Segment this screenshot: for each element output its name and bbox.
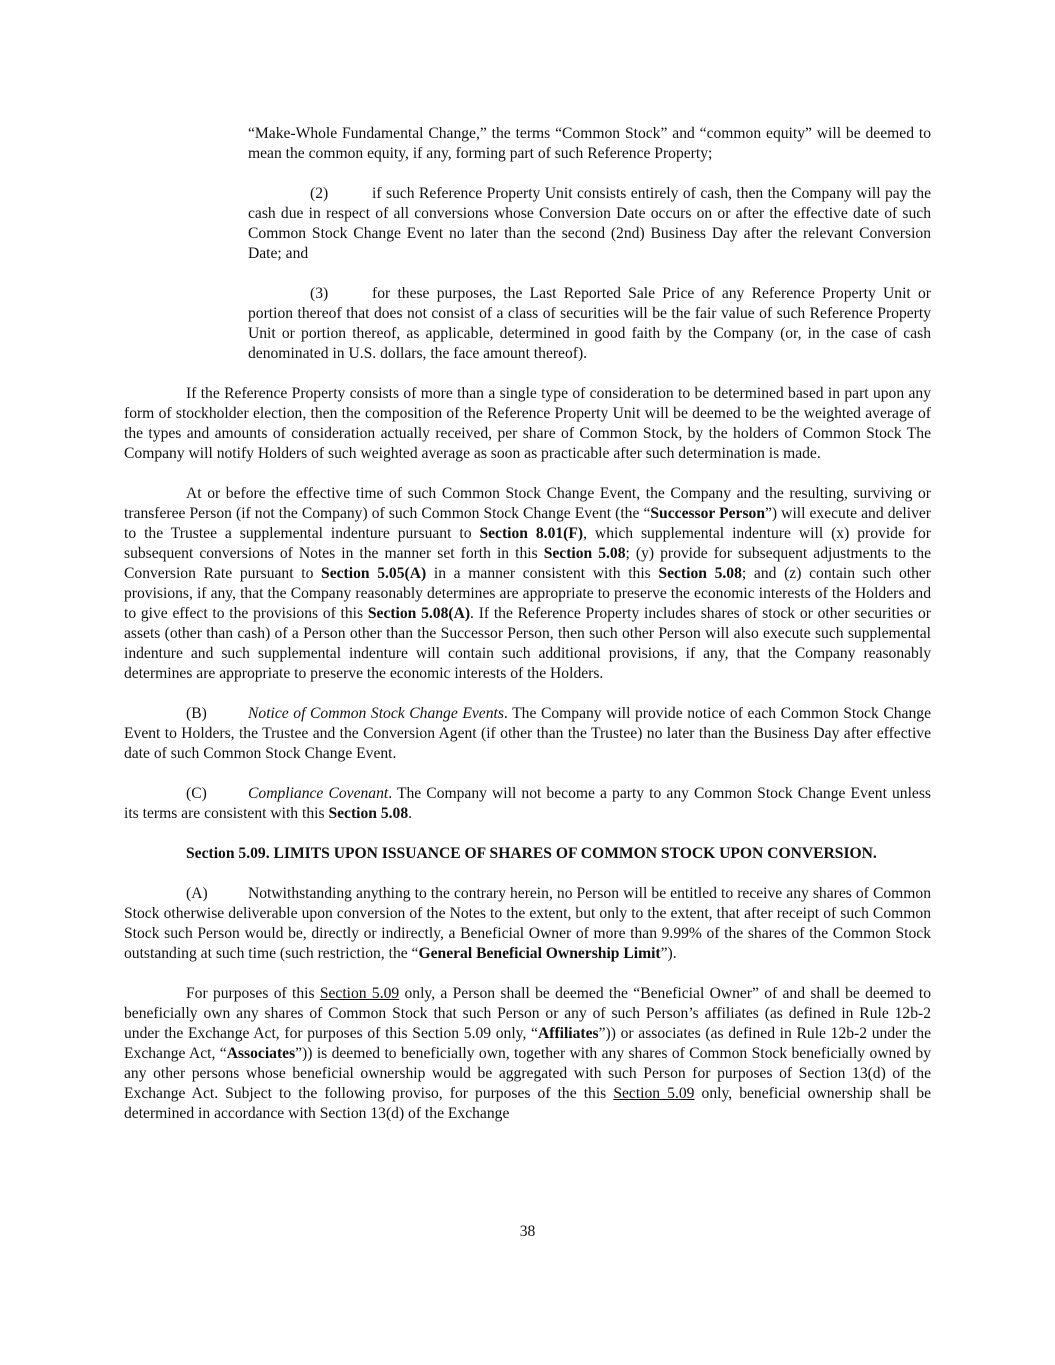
clause-label: (C) [186, 785, 207, 802]
section-reference: Section 8.01(F) [479, 525, 584, 542]
defined-term: General Beneficial Ownership Limit [418, 945, 661, 962]
weighted-average-paragraph: If the Reference Property consists of more than a single type of consideration to be determined based in part upon any form of stockholder election, then the composition of the Reference Property Unit will be deemed to be the weighted average of the types and amounts of consideration actually received, per share of Common Stock, by the holders of Common Stock The Company will notify Holders of such weighted average as soon as practicable after such determination is made. [124, 385, 931, 462]
list-item-text: for these purposes, the Last Reported Sale Price of any Reference Property Unit or portion thereof that does not consist of a class of securities will be the fair value of such Reference Property Unit or portion thereof, as applicable, determined in good faith by the Company (or, in the case of cash denominated in U.S. dollars, the face amount thereof). [248, 285, 931, 362]
text-run: For purposes of this [186, 985, 320, 1002]
clause-label: (B) [186, 705, 207, 722]
text-run: . The Company will provide notice of each Common Stock Change Event to Holders, the Trustee and the Conversion Agent (if other than the Trustee) no later than the Business Day after effective date of such Common Stock Change Event. [124, 705, 931, 762]
text-run: Notwithstanding anything to the contrary herein, no Person will be entitled to receive any shares of Common Stock otherwise deliverable upon conversion of the Notes to the extent, but only to the extent, that after receipt of such Common Stock such Person would be, directly or indirectly, a Beneficial Owner of more than 9.99% of the shares of the Common Stock outstanding at such time (such restriction, the “ [124, 885, 931, 962]
text-run: At or before the effective time of such Common Stock Change Event, the Company and the resulting, surviving or transferee Person (if not the Company) of such Common Stock Change Event (the “ [124, 485, 931, 522]
clause-title: Compliance Covenant [248, 785, 389, 802]
section-reference: Section 5.09 [613, 1085, 695, 1102]
text-run: ; and (z) contain such other provisions, if any, that the Company reasonably determines are appropriate to preserve the economic interests of the Holders and to give effect to the provisions of this [124, 565, 931, 622]
limit-paragraph [124, 884, 931, 964]
text-run: . If the Reference Property includes shares of stock or other securities or assets (other than cash) of a Person other than the Successor Person, then such other Person will also execute such supplemental indenture and such supplemental indenture will contain such additional provisions, if any, that the Company reasonably determines are appropriate to preserve the economic interests of the Holders. [124, 605, 931, 682]
list-item-label: (3) [310, 285, 329, 302]
clause-label: (A) [186, 885, 208, 902]
notice-paragraph [124, 704, 931, 764]
text-run: , which supplemental indenture will (x) provide for subsequent conversions of Notes in the manner set forth in this [124, 525, 931, 562]
section-reference: Section 5.09 [319, 985, 400, 1002]
text-run: only, beneficial ownership shall be determined in accordance with Section 13(d) of the Exchange [124, 1085, 932, 1122]
compliance-paragraph [124, 784, 931, 824]
successor-person-paragraph [124, 484, 931, 684]
beneficial-owner-paragraph [124, 984, 931, 1124]
text-run: ; (y) provide for subsequent adjustments to the Conversion Rate pursuant to [124, 545, 932, 582]
defined-term: Affiliates [537, 1025, 599, 1042]
list-item-text: if such Reference Property Unit consists entirely of cash, then the Company will pay the cash due in respect of all conversions whose Conversion Date occurs on or after the effective date of such Common Stock Change Event no later than the second (2nd) Business Day after the relevant Conversion Date; and [248, 185, 931, 262]
text-run: . The Company will not become a party to any Common Stock Change Event unless its terms are consistent with this [124, 785, 931, 822]
list-item-label: (2) [310, 185, 329, 202]
text-run: in a manner consistent with this [426, 565, 659, 582]
list-item-3 [248, 284, 931, 364]
list-item-2 [248, 184, 931, 264]
text-run: ”)) or associates (as defined in Rule 12b-2 under the Exchange Act, “ [124, 1025, 931, 1062]
text-run: . [408, 805, 413, 822]
section-reference: Section 5.08 [658, 565, 742, 582]
text-run: ”)) is deemed to beneficially own, together with any shares of Common Stock beneficially owned by any other persons whose beneficial ownership would be aggregated with such Person for purposes of Section 13(d) of the Exchange Act. Subject to the following proviso, for purposes of the this [124, 1045, 932, 1102]
text-run: ”). [660, 945, 677, 962]
section-reference: Section 5.08(A) [367, 605, 471, 622]
section-reference: Section 5.08 [543, 545, 626, 562]
continued-paragraph: “Make-Whole Fundamental Change,” the terms “Common Stock” and “common equity” will be deemed to mean the common equity, if any, forming part of such Reference Property; [248, 125, 931, 162]
section-reference: Section 5.05(A) [321, 565, 427, 582]
page-body [124, 124, 931, 1124]
text-run: only, a Person shall be deemed the “Beneficial Owner” of and shall be deemed to beneficially own any shares of Common Stock that such Person or any of such Person’s affiliates (as defined in Rule 12b-2 under the Exchange Act, for purposes of this Section 5.09 only, “ [124, 985, 932, 1042]
page-number: 38 [519, 1223, 536, 1240]
defined-term: Associates [226, 1045, 296, 1062]
text-run: ”) will execute and deliver to the Trustee a supplemental indenture pursuant to [124, 505, 931, 542]
clause-title: Notice of Common Stock Change Events [248, 705, 504, 722]
defined-term: Successor Person [650, 505, 766, 522]
section-reference: Section 5.08 [328, 805, 409, 822]
section-heading: Section 5.09. LIMITS UPON ISSUANCE OF SHARES OF COMMON STOCK UPON CONVERSION. [186, 845, 877, 862]
